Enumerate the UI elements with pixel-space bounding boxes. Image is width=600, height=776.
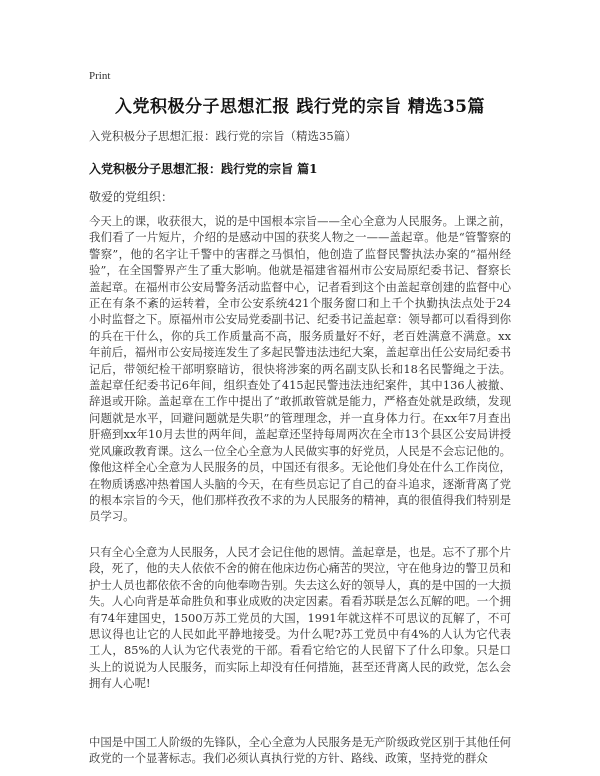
print-label[interactable]: Print [89, 70, 111, 82]
greeting: 敬爱的党组织： [89, 190, 174, 204]
body-paragraph: 今天上的课，收获很大，说的是中国根本宗旨——全心全意为人民服务。上课之前，我们看了一片短片，介绍的是感动中国的获奖人物之一——盖起章。他是“管警察的警察”，他的名字让千警中的害群之马惧怕，他创造了监督民警执法办案的“福州经验”，在全国警界产生了重大影响。他就是福建省福州市公安局原纪委书记、督察长盖起章。在福州市公安局警务活动监督中心，记者看到这个由盖起章创建的监督中心正在有条不紊的运转着，全市公安系统421个服务窗口和上千个执勤执法点处于24小时监督之下。原福州市公安局党委副书记、纪委书记盖起章：领导都可以看得到你的兵在干什么，你的兵工作质量高不高，服务质量好不好，老百姓满意不满意。xx年前后，福州市公安局接连发生了多起民警违法违纪大案，盖起章出任公安局纪委书记后，带领纪检干部明察暗访，很快将涉案的两名副支队长和18名民警绳之于法。盖起章任纪委书记6年间，组织查处了415起民警违法违纪案件，其中136人被撤、辞退或开除。盖起章在工作中提出了“敢抓敢管就是能力，严格查处就是政绩，发现问题就是水平，回避问题就是失职”的管理理念，并一直身体力行。在xx年7月查出肝癌到xx年10月去世的两年间，盖起章还坚持每周两次在全市13个县区公安局讲授党风廉政教育课。这么一位全心全意为人民做实事的好党员，人民是不会忘记他的。像他这样全心全意为人民服务的员，中国还有很多。无论他们身处在什么工作岗位，在物质诱惑冲热着国人头脑的今天，在有些员忘记了自己的奋斗追求，逐渐背离了党的根本宗旨的今天，他们那样孜孜不求的为人民服务的精神，真的很值得我们特别是员学习。 [89, 214, 511, 524]
body-paragraph: 中国是中国工人阶级的先锋队，全心全意为人民服务是无产阶级政党区别于其他任何政党的一个显著标志。我们必须认真执行党的方针、路线、政策，坚持党的群众 [89, 735, 511, 766]
section-heading: 入党积极分子思想汇报：践行党的宗旨 篇1 [89, 162, 318, 176]
page-title: 入党积极分子思想汇报 践行党的宗旨 精选35篇 [115, 97, 485, 117]
document-subtitle: 入党积极分子思想汇报：践行党的宗旨（精选35篇） [89, 129, 357, 143]
body-paragraph: 只有全心全意为人民服务，人民才会记住他的恩情。盖起章是，也是。忘不了那个片段，死了，他的夫人依依不舍的俯在他床边伤心痛苦的哭泣，守在他身边的警卫员和护士人员也都依依不舍的向他奉吻告别。失去这么好的领导人，真的是中国的一大损失。人心向背是革命胜负和事业成败的决定因素。看看苏联是怎么瓦解的吧。一个拥有74年建国史，1500万苏工党员的大国，1991年就这样不可思议的瓦解了，不可思议得也让它的人民如此平静地接受。为什么呢?苏工党员中有4%的人认为它代表工人，85%的人认为它代表党的干部。看看它给它的人民留下了什么印象。只是口头上的说说为人民服务，而实际上却没有任何措施，甚至还背离人民的政党，怎么会拥有人心呢! [89, 545, 511, 691]
